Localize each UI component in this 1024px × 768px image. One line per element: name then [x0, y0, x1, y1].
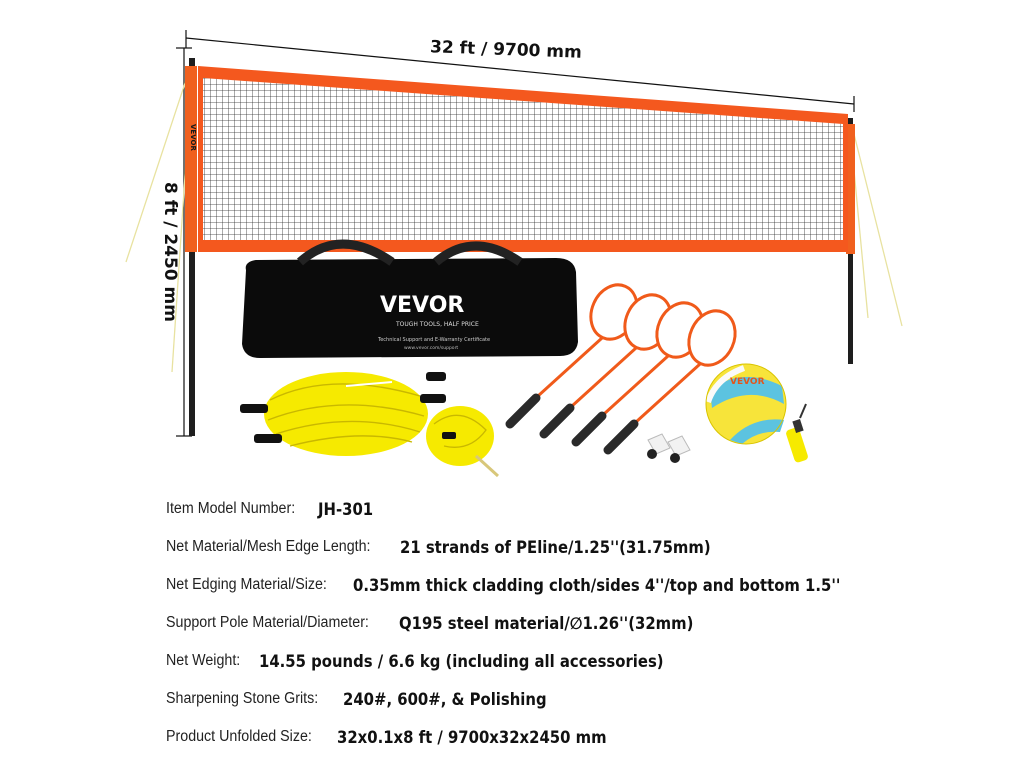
spec-value: 21 strands of PEline/1.25''(31.75mm) — [400, 537, 711, 557]
spec-row-weight — [166, 642, 996, 680]
spec-row-net-material — [166, 528, 996, 566]
spec-value: JH-301 — [318, 499, 374, 519]
air-pump — [785, 404, 809, 463]
spec-value: Q195 steel material/∅1.26''(32mm) — [398, 613, 693, 633]
spec-row-pole — [166, 604, 996, 642]
ball-brand: VEVOR — [730, 377, 765, 387]
spec-row-net-edging — [166, 566, 996, 604]
spec-label: Net Material/Mesh Edge Length: — [166, 538, 371, 555]
spec-value: 0.35mm thick cladding cloth/sides 4''/top and bottom 1.5'' — [352, 575, 841, 595]
spec-label: Net Edging Material/Size: — [166, 576, 327, 593]
rope-winder — [240, 372, 446, 456]
spec-label: Product Unfolded Size: — [166, 728, 312, 745]
spec-label: Net Weight: — [166, 652, 241, 669]
pole-tag: VEVOR — [189, 124, 197, 151]
bag-support-text: Technical Support and E-Warranty Certificate — [378, 337, 491, 343]
height-dimension-label: 8 ft / 2450 mm — [160, 182, 180, 322]
spec-row-model — [166, 490, 996, 528]
loose-rope — [426, 406, 498, 476]
bag-url-text: www.vevor.com/support — [404, 346, 459, 351]
carry-bag — [242, 244, 578, 358]
spec-value: 14.55 pounds / 6.6 kg (including all accessories) — [258, 651, 664, 671]
spec-value: 32x0.1x8 ft / 9700x32x2450 mm — [336, 727, 607, 747]
volleyball — [706, 364, 786, 444]
bag-tagline: TOUGH TOOLS, HALF PRICE — [396, 321, 479, 328]
spec-row-stone-grits — [166, 680, 996, 718]
width-dimension-label: 32 ft / 9700 mm — [429, 37, 583, 63]
spec-label: Support Pole Material/Diameter: — [166, 614, 369, 631]
shuttlecocks — [647, 434, 690, 463]
spec-row-unfolded-size — [166, 718, 996, 756]
spec-value: 240#, 600#, & Polishing — [343, 689, 548, 709]
bag-brand: VEVOR — [380, 293, 465, 318]
left-pole-sleeve — [185, 66, 197, 252]
spec-label: Item Model Number: — [166, 500, 296, 517]
spec-list — [166, 490, 996, 756]
spec-label: Sharpening Stone Grits: — [166, 690, 319, 707]
